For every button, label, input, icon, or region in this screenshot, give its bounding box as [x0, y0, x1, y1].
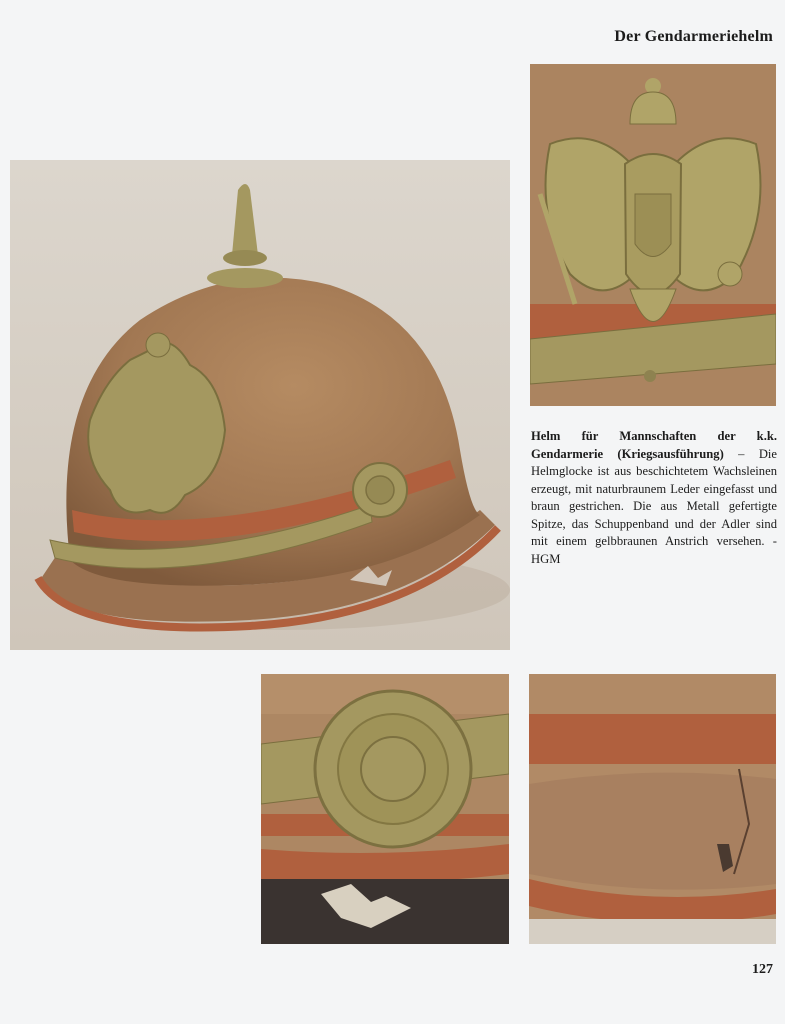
page-number: 127 — [752, 962, 773, 977]
helmet-main-photo — [10, 160, 510, 650]
caption-lead: Helm für Mannschaften der k.k. Gendarmerie (Kriegsausführung) — [531, 429, 777, 461]
brim-detail-photo — [529, 674, 776, 944]
caption-body: – Die Helmglocke ist aus beschichtetem Wachsleinen erzeugt, mit naturbraunem Leder eingefasst und braun gestrichen. Die aus Metall gefertigte Spitze, das Schuppenband und der Adler sind mit einem gelbbraunen Anstrich versehen. - HGM — [531, 446, 778, 566]
eagle-detail-photo — [530, 64, 776, 406]
photo-caption — [531, 428, 777, 568]
page-section-title: Der Gendarmeriehelm — [614, 28, 773, 45]
rosette-detail-photo — [261, 674, 509, 944]
